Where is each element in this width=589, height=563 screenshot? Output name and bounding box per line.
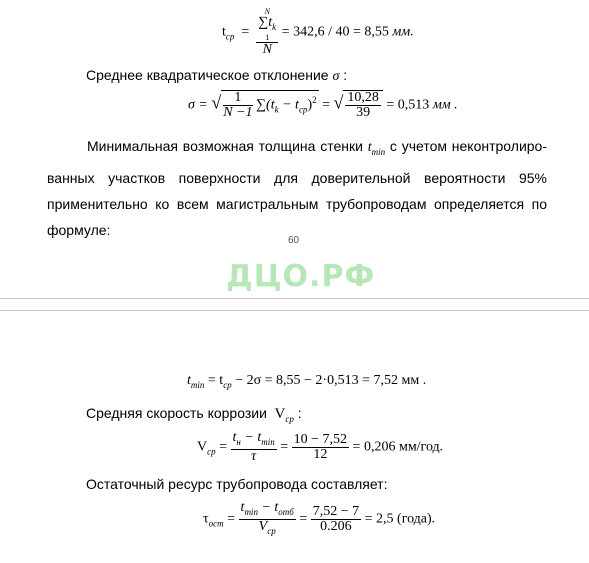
watermark-logo: ДЦО.РФ — [226, 259, 376, 294]
equation-min-thickness: $t_{min} = t_{ср} - 2\sigma = 8,55 - 2\cdot 0,513 = 7,52$ мм . — [187, 373, 427, 390]
residual-resource-label: Остаточный ресурс трубопровода составляет: — [86, 476, 388, 492]
page-break — [0, 298, 589, 311]
document-page-bottom — [0, 311, 589, 563]
paragraph-min-thickness: Минимальная возможная толщина стенки $t_{min}$ с учетом неконтролиро-ванных участков поверхности для доверительной вероятности 95% применительно ко всем магистральным трубопроводам определяется по формуле: — [47, 138, 547, 238]
equation-mean-thickness: $t_{ср}$ = N $\sum t_k$ 1 N = 342,6 / 40 = 8,55 мм. — [222, 7, 414, 57]
equation-std-deviation: σ = √ $\frac{1}{N -1}$ $\sum(t_k - t_{ср})^2$ = √ $\frac{10,28}{39}$ = 0,513 мм . — [188, 90, 458, 120]
equation-corrosion-rate: $V_{ср}$ = $\frac{t_н - t_{min}}{\tau}$ = $\frac{10 - 7,52}{12}$ = 0,206 мм/год. — [197, 430, 444, 464]
sigma-label: Среднее квадратическое отклонение σ : — [86, 67, 348, 84]
equation-residual-resource: $\tau_{ост}$ = $\frac{t_{min} - t_{отб}}{V_{ср}}$ = $\frac{7,52 - 7}{0.206}$ = 2,5 (года). — [203, 500, 436, 536]
corrosion-rate-label: Средняя скорость коррозии $V_{ср}$ : — [86, 405, 302, 424]
page-number: 60 — [288, 235, 300, 246]
